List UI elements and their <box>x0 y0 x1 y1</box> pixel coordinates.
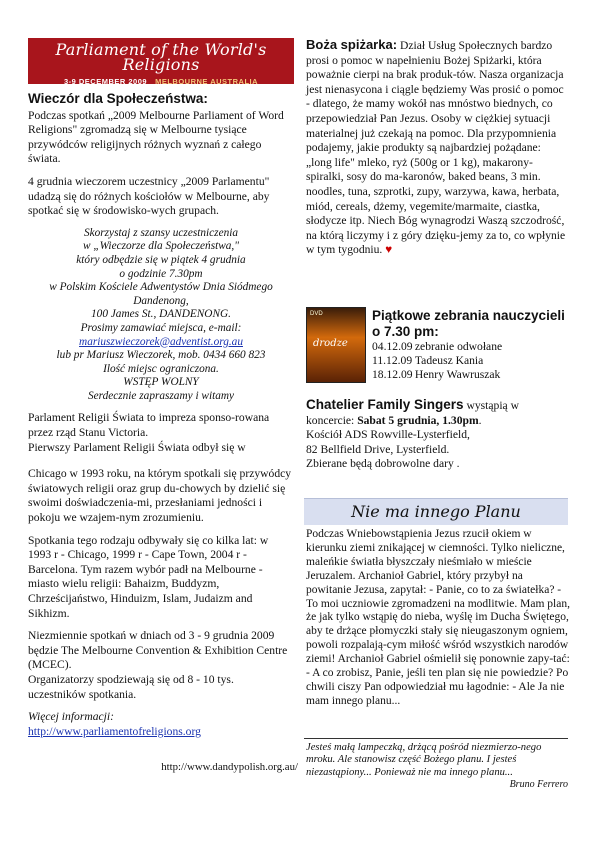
footer-url[interactable]: http://www.dandypolish.org.au/ <box>161 761 298 773</box>
plan-story: Podczas Wniebowstąpienia Jezus rzucił okiem w kierunku ziemi znikającej w ciemności. Tylko nieliczne, maleńkie światła błyszczały nieśmiało w mieście Jeruzalem. Archanioł Gabriel, który przybył na powitanie Jezusa, zapytał: - Panie, co to za światełka? - To moi uczniowie zgromadzeni na modlitwie. Mam plan, że jak tylko wstąpię do nieba, wyślę im Ducha Świętego, aby te drżące płomyczki stały się nieugaszonym ogniem, powoli rozpalają-cym miłość wśród wszystkich narodów ziemi! Archanioł Gabriel ośmielił się ponownie zapy-tać: - A co zrobisz, Panie, jeśli ten plan się nie powiedzie? Po chwili ciszy Pan odpowiedział mu łagodnie: - Ale Ja nie mam innego planu... <box>306 528 570 707</box>
quote-author: Bruno Ferrero <box>509 779 568 791</box>
schedule-date: 11.12.09 <box>372 354 413 368</box>
plan-quote <box>306 742 568 792</box>
more-info-label: Więcej informacji: <box>28 710 114 724</box>
paragraph: Podczas spotkań „2009 Melbourne Parliament of Word Religions" zgromadzą się w Melbourne tysiące przywódców religijnych różnych wyznań z całego świata. <box>28 108 284 166</box>
paragraph: Chicago w 1993 roku, na którym spotkali się przywódcy światowych religii oraz grup du-chowych by dzielić się swoimi doświadczenia-mi, przesłaniami jedności i pokoju we wzajem-nym zrozumieniu. <box>28 467 292 525</box>
paragraph: Spotkania tego rodzaju odbywały się co kilka lat: w 1993 r - Chicago, 1999 r - Cape Town, 2004 r - Barcelona. Tym razem wybór padł na Melbourne - miasto wielu religii: Bahaizm, Buddyzm, Chrześcijaństwo, Hinduizm, Islam, Judaizm and Sikhizm. <box>28 533 269 620</box>
invite-line: Serdecznie zapraszamy i witamy <box>87 389 235 402</box>
chatelier-title: Chatelier Family Singers <box>306 397 464 412</box>
invite-line: Prosimy zamawiać miejsca, e-mail: <box>80 321 242 334</box>
invite-line: lub pr Mariusz Wieczorek, mob. 0434 660 823 <box>56 349 266 362</box>
spizarka-section <box>306 38 568 258</box>
parliament-banner <box>28 38 294 87</box>
chatelier-line: Zbierane będą dobrowolne dary . <box>306 457 460 471</box>
invite-line: o godzinie 7.30pm <box>119 267 203 280</box>
quote-text: Jesteś małą lampeczką, drżącą pośród niezmierzo-nego mroku. Ale stanowisz część Bożego planu. I jesteś niezastąpiony... Ponieważ nie ma innego planu... <box>306 742 542 778</box>
chatelier-lead: wystąpią w koncercie: <box>306 399 519 427</box>
banner-place: MELBOURNE AUSTRALIA <box>155 77 259 87</box>
invite-line: Ilość miejsc ograniczona. <box>103 362 219 375</box>
paragraph: Parlament Religii Świata to impreza sponso-rowana przez rząd Stanu Victoria. <box>28 411 270 440</box>
invite-line: 100 James St., DANDENONG. <box>91 308 231 321</box>
piatkowe-section <box>372 308 572 383</box>
schedule-text: Henry Wawruszak <box>414 368 501 382</box>
paragraph: Organizatorzy spodziewają się od 8 - 10 tys. uczestników spotkania. <box>28 672 234 701</box>
dvd-title: drodze <box>313 338 348 349</box>
spizarka-text: Dział Usług Społecznych bardzo prosi o pomoc w napełnieniu Bożej Spiżarki, która poważnie cierpi na brak produk-tów. Nasza organizacja jest nienasycona i ciągle będziemy Was prosić o pomoc - dlatego, że mamy wokół nas mnóstwo biednych, co przepowiedział Pan Jezus. Osoby w ciężkiej sytuacji materialnej już czekają na pomoc. Dla przypomnienia podajemy, jakie produkty są najbardziej pożądane: „long life" mleko, ryż (500g or 1 kg), makarony-spiralki, sosy do ma-karonów, baked beans, 3 min. noodles, tuna, szprotki, zupy, warzywa, kawa, herbata, miód, cereals, dżemy, vegemite/marmaite, ciastka, słodycze itp. Niech Bóg wynagrodzi Waszą szczodrość, na którą liczymy i z góry dzięku-jemy za to, co wpłynie w tym tygodniu. <box>306 39 566 257</box>
invite-line: w Polskim Kościele Adwentystów Dnia Siódmego <box>49 281 273 294</box>
plan-title-box <box>304 498 568 525</box>
banner-title: Parliament of the World's Religions <box>55 40 267 74</box>
paragraph: Niezmiennie spotkań w dniach od 3 - 9 grudnia 2009 będzie The Melbourne Convention & Exhibition Centre (MCEC). <box>28 629 288 672</box>
left-column <box>28 38 294 739</box>
schedule-text: Tadeusz Kania <box>414 354 484 368</box>
section-heading-wieczor: Wieczór dla Społeczeństwa: <box>28 91 208 106</box>
invite-line: który odbędzie się w piątek 4 grudnia <box>76 253 246 266</box>
email-link[interactable]: mariuszwieczorek@adventist.org.au <box>79 335 243 348</box>
divider <box>304 738 568 739</box>
invite-line: Skorzystaj z szansy uczestniczenia <box>83 226 239 239</box>
chatelier-line: Kościół ADS Rowville-Lysterfield, <box>306 428 470 442</box>
schedule-date: 04.12.09 <box>372 340 413 353</box>
spizarka-paragraph <box>306 38 568 258</box>
paragraph: 4 grudnia wieczorem uczestnicy „2009 Parlamentu" udadzą się do różnych kościołów w Melbourne, aby spotkać się w środowisko-wych grupach. <box>28 174 270 218</box>
chatelier-intro: Chatelier Family Singers wystąpią w koncercie: Sabat 5 grudnia, 1.30pm. <box>306 397 519 427</box>
schedule-text: zebranie odwołane <box>414 340 503 353</box>
paragraph: Pierwszy Parlament Religii Świata odbył się w <box>28 440 246 454</box>
chatelier-when: Sabat 5 grudnia, 1.30pm <box>357 413 479 427</box>
piatkowe-title: Piątkowe zebrania nauczycieli o 7.30 pm: <box>372 308 565 339</box>
chatelier-line: 82 Bellfield Drive, Lysterfield. <box>306 442 450 456</box>
chatelier-section <box>306 398 568 472</box>
banner-subtitle <box>28 75 294 90</box>
schedule-row <box>372 354 572 368</box>
invite-line: WSTĘP WOLNY <box>123 376 199 389</box>
banner-dates: 3-9 DECEMBER 2009 <box>63 77 148 87</box>
parliament-link[interactable]: http://www.parliamentofreligions.org <box>28 724 201 738</box>
schedule-row <box>372 368 572 382</box>
schedule-date: 18.12.09 <box>372 368 413 382</box>
schedule-row <box>372 340 572 354</box>
dvd-cover-image <box>306 307 366 383</box>
heart-icon: ♥ <box>385 243 393 257</box>
dvd-label: DVD <box>310 311 323 317</box>
invite-line: w „Wieczorze dla Społeczeństwa," <box>83 240 239 253</box>
invite-line: Dandenong, <box>133 294 189 307</box>
invitation-block <box>28 227 294 404</box>
plan-title: Nie ma innego Planu <box>351 502 521 521</box>
spizarka-title: Boża spiżarka: <box>306 37 398 52</box>
